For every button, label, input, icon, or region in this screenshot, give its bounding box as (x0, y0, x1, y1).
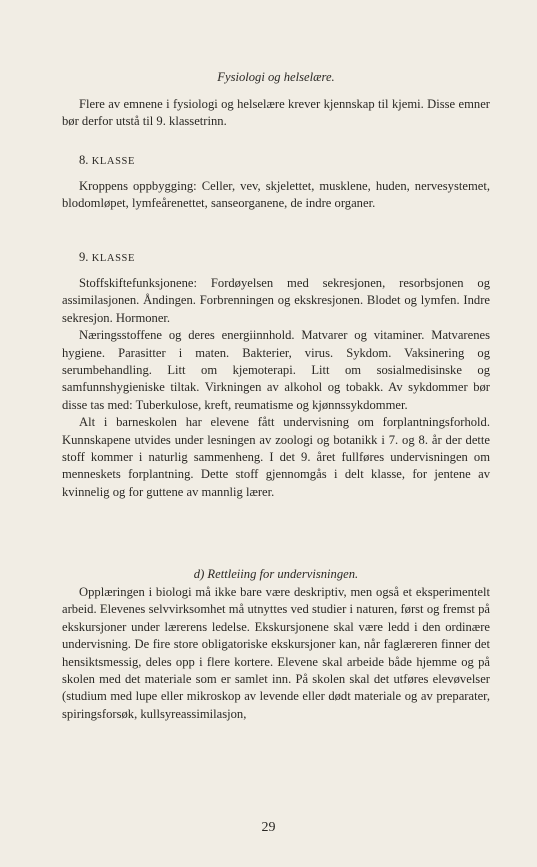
klasse-9-paragraph-2: Næringsstoffene og deres energiinnhold. Matvarer og vitaminer. Matvarenes hygiene. Parasitter i maten. Bakterier, virus. Sykdom. Vaksinering og serumbehandling. Litt om kjemoterapi. Litt om sosialmedisinske og samfunnshygieniske tiltak. Virkningen av alkohol og tobakk. Av sykdommer bør disse tas med: Tuberkulose, kreft, reumatisme og kjønnssykdommer. (62, 328, 490, 412)
section-d-body (62, 584, 490, 723)
klasse-8-body (62, 178, 490, 213)
klasse-9-paragraph-3: Alt i barneskolen har elevene fått undervisning om forplantningsforhold. Kunnskapene utvides under lesningen av zoologi og botanikk i 7. og 8. år der dette stoff kommer i naturlig sammenheng. I det 9. året fullføres undervisningen om menneskets forplantning. Dette stoff gjennomgås i delt klasse, for jentene av kvinnelig og for guttene av mannlig lærer. (62, 415, 490, 499)
klasse-8-number: 8. (79, 153, 89, 167)
klasse-9-label: KLASSE (91, 253, 135, 264)
section-d-text: Opplæringen i biologi må ikke bare være deskriptiv, men også et eksperimentelt arbeid. Elevenes selvvirksomhet må utnyttes ved studier i naturen, først og fremst på ekskursjoner under lærerens ledelse. Ekskursjonene skal være ledd i den ordinære undervisning. De fire store obligatoriske ekskursjoner kan, når faglæreren finner det hensiktsmessig, deles opp i flere kortere. Elevene skal arbeide både hjemme og på skolen med det materiale som er samlet inn. På skolen skal det utføres elevøvelser (studium med lupe eller mikroskop av levende eller dødt materiale og av preparater, spiringsforsøk, kullsyreassimilasjon, (62, 585, 490, 721)
klasse-9-paragraph-1: Stoffskiftefunksjonene: Fordøyelsen med sekresjonen, resorbsjonen og assimilasjonen. Åndingen. Forbrenningen og ekskresjonen. Blodet og lymfen. Indre sekresjon. Hormoner. (62, 276, 490, 325)
intro-text: Flere av emnene i fysiologi og helselære krever kjennskap til kjemi. Disse emner bør derfor utstå til 9. klassetrinn. (62, 97, 490, 129)
klasse-9-number: 9. (79, 250, 89, 264)
section-d-title: d) Rettleiing for undervisningen. (193, 567, 359, 581)
intro-paragraph (62, 96, 490, 131)
klasse-8-label: KLASSE (91, 156, 135, 167)
klasse-8-heading (62, 152, 490, 170)
klasse-9-body (62, 275, 490, 501)
klasse-9-heading (62, 249, 490, 267)
page-number: 29 (261, 820, 276, 835)
klasse-8-text: Kroppens oppbygging: Celler, vev, skjelettet, musklene, huden, nervesystemet, blodomløpet, lymfeårenettet, sanseorganene, de indre organer. (62, 179, 490, 211)
section-title: Fysiologi og helselære. (217, 70, 335, 84)
